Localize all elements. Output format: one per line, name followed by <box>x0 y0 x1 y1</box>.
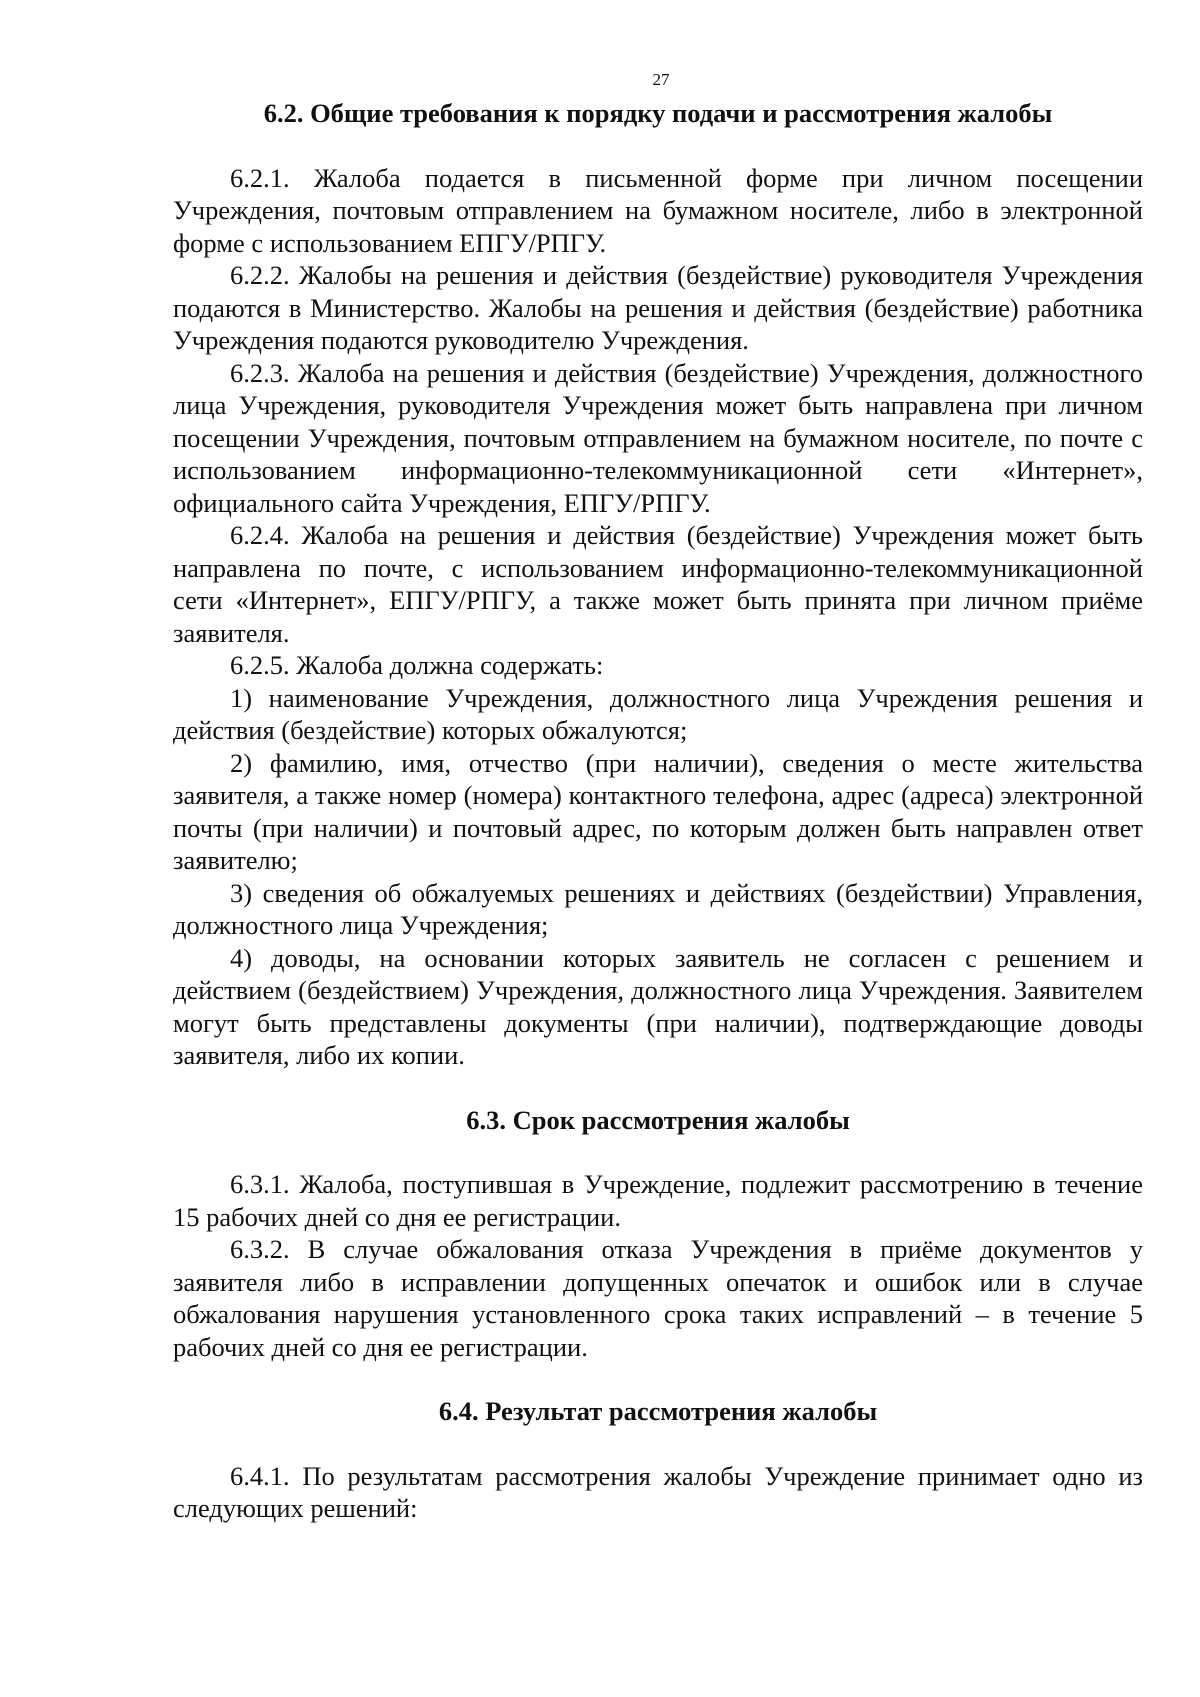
spacer <box>173 1072 1143 1104</box>
paragraph-6-4-1: 6.4.1. По результатам рассмотрения жалобы Учреждение принимает одно из следующих решений: <box>173 1460 1143 1523</box>
section-heading-6-2: 6.2. Общие требования к порядку подачи и рассмотрения жалобы <box>263 98 1053 128</box>
paragraph-6-3-1: 6.3.1. Жалоба, поступившая в Учреждение, подлежит рассмотрению в течение 15 рабочих дней со дня ее регистрации. <box>173 1169 1143 1232</box>
paragraph-6-3-2: 6.3.2. В случае обжалования отказа Учреждения в приёме документов у заявителя либо в исправлении допущенных опечаток и ошибок или в случае обжалования нарушения установленного срока таких исправлений – в течение 5 рабочих дней со дня ее регистрации. <box>173 1234 1143 1362</box>
list-item-4: 4) доводы, на основании которых заявитель не согласен с решением и действием (бездействием) Учреждения, должностного лица Учреждения. Заявителем могут быть представлены документы (при наличии), подтверждающие доводы заявителя, либо их копии. <box>173 942 1143 1070</box>
paragraph-6-2-2: 6.2.2. Жалобы на решения и действия (бездействие) руководителя Учреждения подаются в Министерство. Жалобы на решения и действия (бездействие) работника Учреждения подаются руководителю Учреждения. <box>173 260 1143 355</box>
paragraph-6-2-5: 6.2.5. Жалоба должна содержать: <box>230 650 604 680</box>
page-number: 27 <box>652 70 670 89</box>
list-item-3: 3) сведения об обжалуемых решениях и действиях (бездействии) Управления, должностного лица Учреждения; <box>173 877 1143 940</box>
spacer <box>173 1428 1143 1460</box>
spacer <box>173 1136 1143 1168</box>
spacer <box>173 1363 1143 1395</box>
spacer <box>173 130 1143 162</box>
section-heading-6-3: 6.3. Срок рассмотрения жалобы <box>466 1104 850 1135</box>
section-heading-6-4: 6.4. Результат рассмотрения жалобы <box>438 1396 878 1426</box>
list-item-1: 1) наименование Учреждения, должностного лица Учреждения решения и действия (бездействие) которых обжалуются; <box>173 682 1143 745</box>
paragraph-6-2-3: 6.2.3. Жалоба на решения и действия (бездействие) Учреждения, должностного лица Учреждения, руководителя Учреждения может быть направлена при личном посещении Учреждения, почтовым отправлением на бумажном носителе, по почте с использованием информационно-телекоммуникационной сети «Интернет», официального сайта Учреждения, ЕПГУ/РПГУ. <box>173 357 1143 518</box>
paragraph-6-2-1: 6.2.1. Жалоба подается в письменной форме при личном посещении Учреждения, почтовым отправлением на бумажном носителе, либо в электронной форме с использованием ЕПГУ/РПГУ. <box>173 162 1143 258</box>
document-body <box>173 97 1143 1525</box>
list-item-2: 2) фамилию, имя, отчество (при наличии), сведения о месте жительства заявителя, а также номер (номера) контактного телефона, адрес (адреса) электронной почты (при наличии) и почтовый адрес, по которым должен быть направлен ответ заявителю; <box>173 747 1143 875</box>
paragraph-6-2-4: 6.2.4. Жалоба на решения и действия (бездействие) Учреждения может быть направлена по почте, с использованием информационно-телекоммуникационной сети «Интернет», ЕПГУ/РПГУ, а также может быть принята при личном приёме заявителя. <box>173 520 1143 648</box>
